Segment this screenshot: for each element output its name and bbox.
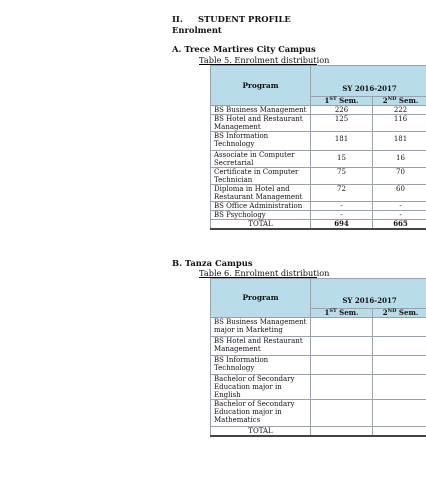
sem2-cell: 222 bbox=[373, 106, 426, 115]
table-row bbox=[211, 318, 426, 337]
total-label: TOTAL bbox=[211, 220, 311, 230]
total-label: TOTAL bbox=[211, 427, 311, 437]
sem2-cell: 16 bbox=[373, 151, 426, 168]
table-row bbox=[211, 185, 426, 202]
sem1-cell: 125 bbox=[311, 115, 373, 132]
program-cell: Bachelor of Secondary Education major in English bbox=[211, 375, 311, 400]
program-cell: Associate in Computer Secretarial bbox=[211, 151, 311, 168]
program-col-header: Program bbox=[211, 66, 311, 106]
program-cell: BS Information Technology bbox=[211, 356, 311, 375]
school-year-header: SY 2016-2017 bbox=[311, 66, 426, 97]
school-year-header: SY 2016-2017 bbox=[311, 279, 426, 309]
sem1-header: 1ST Sem. bbox=[311, 97, 373, 106]
total-row bbox=[211, 427, 426, 437]
table-row bbox=[211, 151, 426, 168]
program-cell: Bachelor of Secondary Education major in Mathematics bbox=[211, 400, 311, 427]
sem1-cell: - bbox=[311, 202, 373, 211]
campus-a-caption: Table 5. Enrolment distribution bbox=[199, 55, 330, 65]
table-row bbox=[211, 337, 426, 356]
campus-b-heading: B. Tanza Campus bbox=[172, 258, 253, 268]
sem1-cell: 75 bbox=[311, 168, 373, 185]
campus-b-caption: Table 6. Enrolment distribution bbox=[199, 268, 330, 278]
program-cell: BS Psychology bbox=[211, 211, 311, 220]
sem2-cell: 70 bbox=[373, 168, 426, 185]
table-row bbox=[211, 375, 426, 400]
total-sem1: 694 bbox=[311, 220, 373, 230]
program-cell: Certificate in Computer Technician bbox=[211, 168, 311, 185]
program-cell: BS Office Administration bbox=[211, 202, 311, 211]
table-row bbox=[211, 106, 426, 115]
program-cell: Diploma in Hotel and Restaurant Management bbox=[211, 185, 311, 202]
sem2-cell: 181 bbox=[373, 132, 426, 151]
section-title: STUDENT PROFILE bbox=[198, 14, 291, 24]
sem1-cell: 181 bbox=[311, 132, 373, 151]
table-row bbox=[211, 356, 426, 375]
sem1-cell: 72 bbox=[311, 185, 373, 202]
table-row bbox=[211, 115, 426, 132]
program-cell: BS Information Technology bbox=[211, 132, 311, 151]
table-row bbox=[211, 168, 426, 185]
sem2-cell: - bbox=[373, 211, 426, 220]
program-cell: BS Business Management bbox=[211, 106, 311, 115]
sem1-cell: 226 bbox=[311, 106, 373, 115]
total-sem2: 665 bbox=[373, 220, 426, 230]
program-cell: BS Business Management major in Marketing bbox=[211, 318, 311, 337]
program-cell: BS Hotel and Restaurant Management bbox=[211, 337, 311, 356]
sem2-cell: 116 bbox=[373, 115, 426, 132]
campus-a-heading: A. Trece Martires City Campus bbox=[172, 44, 316, 54]
sem2-cell: - bbox=[373, 202, 426, 211]
table-row bbox=[211, 202, 426, 211]
sem2-header: 2ND Sem. bbox=[373, 97, 426, 106]
program-col-header: Program bbox=[211, 279, 311, 318]
program-cell: BS Hotel and Restaurant Management bbox=[211, 115, 311, 132]
sem1-header: 1ST Sem. bbox=[311, 309, 373, 318]
section-number: II. bbox=[172, 14, 183, 24]
campus-a-table bbox=[210, 65, 426, 230]
table-row bbox=[211, 132, 426, 151]
campus-b-table bbox=[210, 278, 426, 437]
sem1-cell: 15 bbox=[311, 151, 373, 168]
sem2-header: 2ND Sem. bbox=[373, 309, 426, 318]
table-row bbox=[211, 400, 426, 427]
sem1-cell: - bbox=[311, 211, 373, 220]
section-subtitle: Enrolment bbox=[172, 25, 222, 35]
total-row bbox=[211, 220, 426, 230]
sem2-cell: 60 bbox=[373, 185, 426, 202]
section-heading bbox=[172, 14, 291, 24]
